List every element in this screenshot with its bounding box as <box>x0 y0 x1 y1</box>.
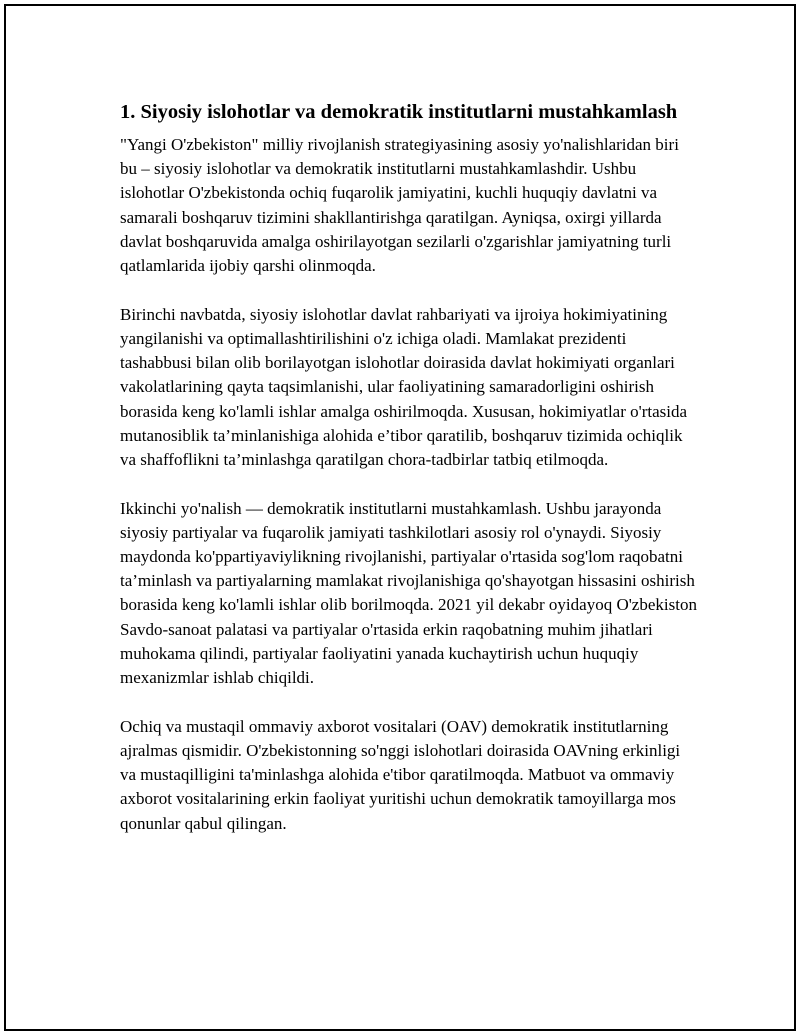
page-frame <box>4 4 796 1031</box>
paragraph-2: Birinchi navbatda, siyosiy islohotlar davlat rahbariyati va ijroiya hokimiyatining yangilanishi va optimallashtirilishini o'z ichiga oladi. Mamlakat prezidenti tashabbusi bilan olib borilayotgan islohotlar doirasida davlat hokimiyati organlari vakolatlarining qayta taqsimlanishi, ular faoliyatining samaradorligini oshirish borasida keng ko'lamli ishlar amalga oshirilmoqda. Xususan, hokimiyatlar o'rtasida mutanosiblik ta’minlanishiga alohida e’tibor qaratilib, boshqaruv tizimida ochiqlik va shaffoflikni ta’minlashga qaratilgan chora-tadbirlar tatbiq etilmoqda. <box>120 304 688 469</box>
paragraph-3: Ikkinchi yo'nalish — demokratik institutlarni mustahkamlash. Ushbu jarayonda siyosiy partiyalar va fuqarolik jamiyati tashkilotlari asosiy rol o'ynaydi. Siyosiy maydonda ko'ppartiyaviylikning rivojlanishi, partiyalar o'rtasida sog'lom raqobatni ta’minlash va partiyalarning mamlakat rivojlanishiga qo'shayotgan hissasini oshirish borasida keng ko'lamli ishlar olib borilmoqda. 2021 yil dekabr oyidayoq O'zbekiston Savdo-sanoat palatasi va partiyalar o'rtasida erkin raqobatning muhim jihatlari muhokama qilindi, partiyalar faoliyatini yanada kuchaytirish uchun huquqiy mexanizmlar ishlab chiqildi. <box>120 498 697 688</box>
document-body <box>120 98 700 836</box>
paragraph-4: Ochiq va mustaqil ommaviy axborot vositalari (OAV) demokratik institutlarning ajralmas qismidir. O'zbekistonning so'nggi islohotlari doirasida OAVning erkinligi va mustaqilligini ta'minlashga alohida e'tibor qaratilmoqda. Matbuot va ommaviy axborot vositalarining erkin faoliyat yuritishi uchun demokratik tamoyillarga mos qonunlar qabul qilingan. <box>120 716 681 833</box>
paragraph-1: "Yangi O'zbekiston" milliy rivojlanish strategiyasining asosiy yo'nalishlaridan biri bu – siyosiy islohotlar va demokratik institutlarni mustahkamlashdir. Ushbu islohotlar O'zbekistonda ochiq fuqarolik jamiyatini, kuchli huquqiy davlatni va samarali boshqaruv tizimini shakllantirishga qaratilgan. Ayniqsa, oxirgi yillarda davlat boshqaruvida amalga oshirilayotgan sezilarli o'zgarishlar jamiyatning turli qatlamlarida ijobiy qarshi olinmoqda. <box>120 135 679 276</box>
section-title: 1. Siyosiy islohotlar va demokratik institutlarni mustahkamlash <box>120 101 678 123</box>
